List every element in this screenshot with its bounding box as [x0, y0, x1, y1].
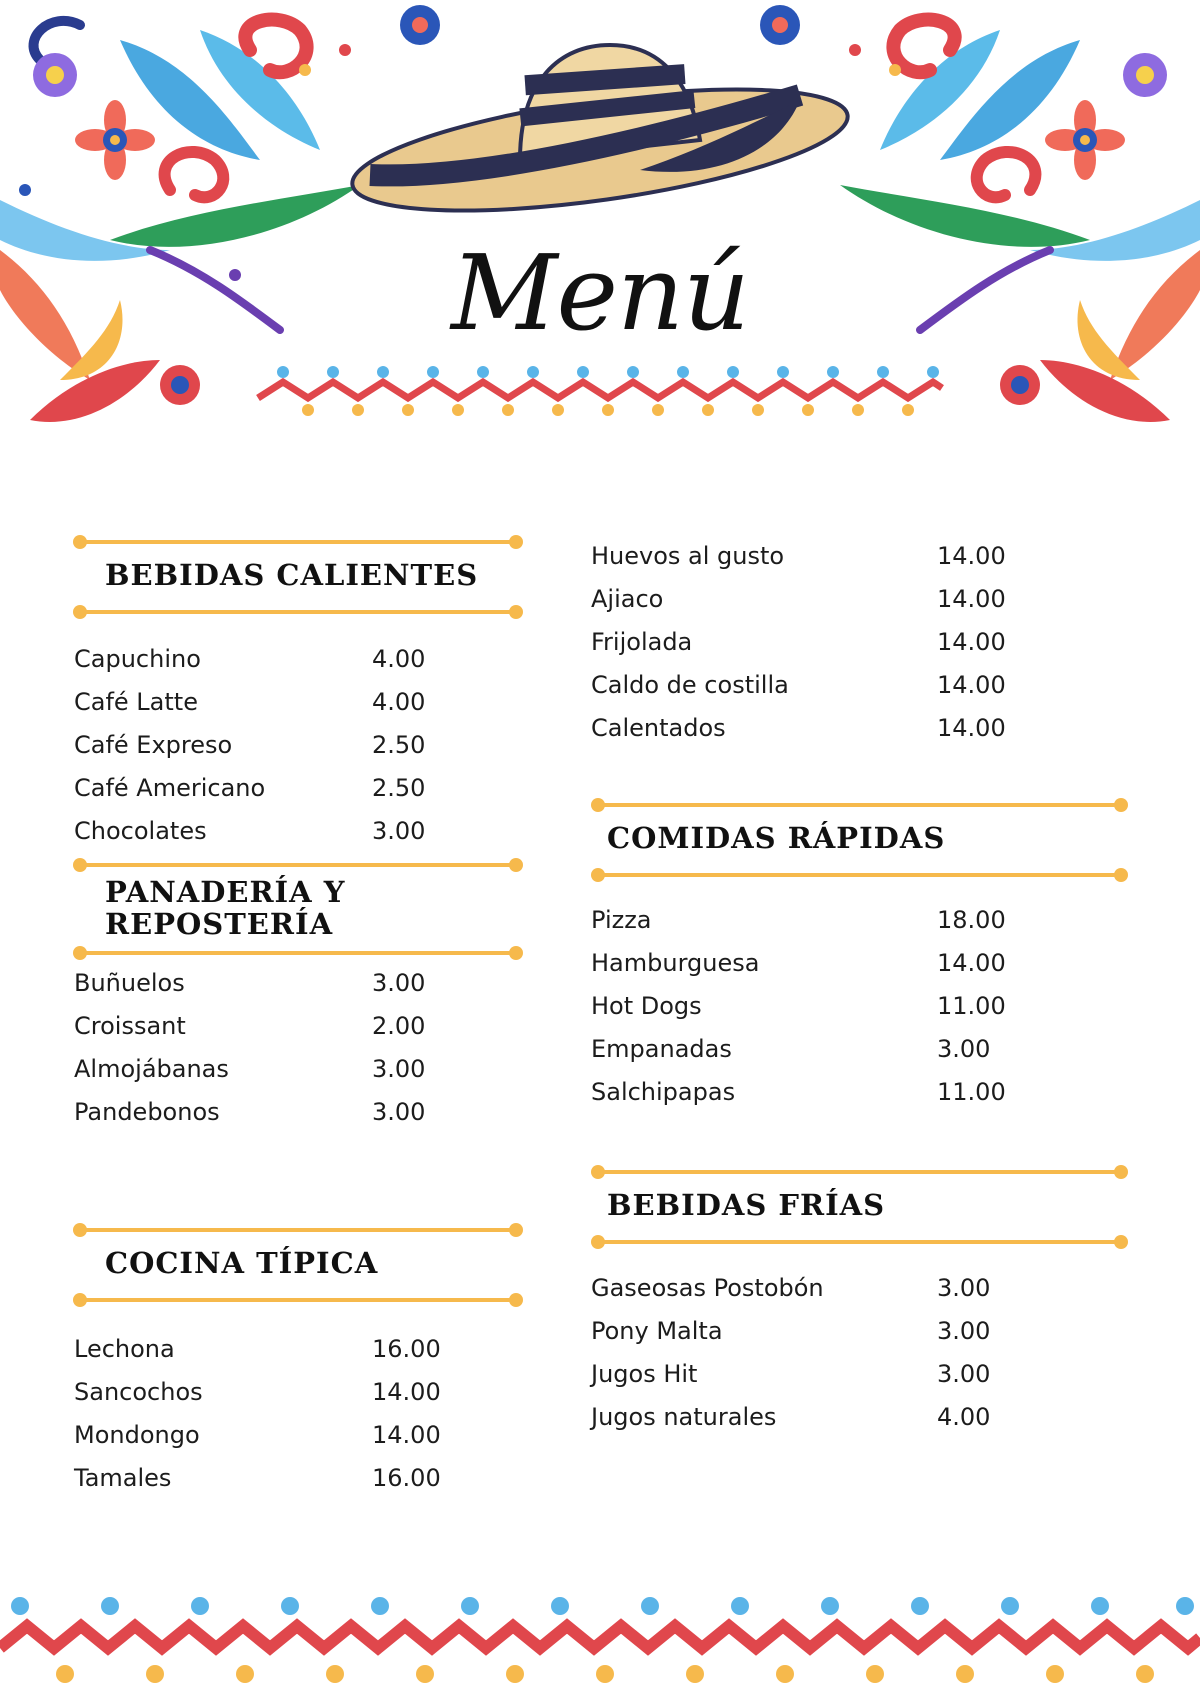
- item-price: 2.50: [372, 731, 426, 759]
- list-item: [591, 1078, 1031, 1121]
- list-item: [74, 1055, 514, 1098]
- list-item: [591, 714, 1031, 757]
- item-name: Pony Malta: [591, 1317, 723, 1345]
- item-price: 14.00: [937, 628, 1006, 656]
- list-item: [74, 731, 514, 774]
- item-name: Caldo de costilla: [591, 671, 789, 699]
- item-price: 14.00: [937, 671, 1006, 699]
- sombrero-icon: [345, 45, 854, 234]
- item-name: Almojábanas: [74, 1055, 229, 1083]
- item-price: 2.50: [372, 774, 426, 802]
- item-price: 3.00: [372, 1055, 426, 1083]
- item-name: Café Expreso: [74, 731, 233, 759]
- list-item: [591, 1360, 1031, 1403]
- item-name: Ajiaco: [591, 585, 664, 613]
- item-price: 4.00: [372, 645, 426, 673]
- item-price: 14.00: [937, 949, 1006, 977]
- list-item: [74, 1378, 514, 1421]
- section-title: COCINA TÍPICA: [105, 1246, 379, 1280]
- section-bebidas-frias: [591, 1165, 1128, 1249]
- item-price: 3.00: [937, 1317, 991, 1345]
- list-item: [74, 645, 514, 688]
- item-price: 3.00: [937, 1035, 991, 1063]
- item-name: Lechona: [74, 1335, 175, 1363]
- items-desayunos: [591, 542, 1031, 757]
- item-name: Hot Dogs: [591, 992, 702, 1020]
- item-price: 4.00: [937, 1403, 991, 1431]
- section-rule: [73, 946, 523, 960]
- list-item: [591, 671, 1031, 714]
- list-item: [591, 1035, 1031, 1078]
- list-item: [591, 585, 1031, 628]
- item-price: 14.00: [372, 1421, 441, 1449]
- items-bebidas-calientes: [74, 645, 514, 860]
- item-price: 16.00: [372, 1335, 441, 1363]
- menu-title: Menú: [451, 232, 749, 354]
- item-name: Chocolates: [74, 817, 207, 845]
- item-name: Mondongo: [74, 1421, 200, 1449]
- list-item: [74, 1012, 514, 1055]
- item-name: Tamales: [74, 1464, 172, 1492]
- section-title: BEBIDAS CALIENTES: [105, 558, 479, 592]
- item-price: 11.00: [937, 1078, 1006, 1106]
- item-price: 14.00: [937, 585, 1006, 613]
- item-name: Pandebonos: [74, 1098, 220, 1126]
- item-name: Jugos naturales: [591, 1403, 777, 1431]
- section-rule: [73, 535, 523, 549]
- list-item: [591, 992, 1031, 1035]
- item-name: Gaseosas Postobón: [591, 1274, 824, 1302]
- item-price: 14.00: [937, 542, 1006, 570]
- item-price: 4.00: [372, 688, 426, 716]
- section-rule: [591, 798, 1128, 812]
- item-price: 3.00: [372, 817, 426, 845]
- item-price: 14.00: [937, 714, 1006, 742]
- item-name: Capuchino: [74, 645, 201, 673]
- section-rule: [591, 868, 1128, 882]
- section-comidas-rapidas: [591, 798, 1128, 882]
- list-item: [74, 774, 514, 817]
- list-item: [591, 1317, 1031, 1360]
- section-title: COMIDAS RÁPIDAS: [607, 821, 946, 855]
- item-name: Huevos al gusto: [591, 542, 785, 570]
- list-item: [591, 628, 1031, 671]
- items-comidas-rapidas: [591, 906, 1031, 1121]
- item-name: Buñuelos: [74, 969, 185, 997]
- section-cocina-tipica: [73, 1223, 523, 1307]
- list-item: [591, 949, 1031, 992]
- item-name: Frijolada: [591, 628, 693, 656]
- list-item: [74, 688, 514, 731]
- list-item: [74, 1098, 514, 1141]
- section-rule: [73, 858, 523, 872]
- item-price: 14.00: [372, 1378, 441, 1406]
- item-name: Salchipapas: [591, 1078, 736, 1106]
- item-price: 3.00: [937, 1360, 991, 1388]
- zigzag-footer-decoration: [0, 1590, 1200, 1697]
- zigzag-divider: [258, 366, 942, 416]
- items-cocina-tipica: [74, 1335, 514, 1507]
- list-item: [591, 906, 1031, 949]
- section-bebidas-calientes: [73, 535, 523, 619]
- item-price: 3.00: [937, 1274, 991, 1302]
- item-price: 16.00: [372, 1464, 441, 1492]
- item-name: Hamburguesa: [591, 949, 760, 977]
- items-bebidas-frias: [591, 1274, 1031, 1446]
- item-name: Jugos Hit: [591, 1360, 698, 1388]
- list-item: [591, 1274, 1031, 1317]
- item-price: 2.00: [372, 1012, 426, 1040]
- section-rule: [591, 1165, 1128, 1179]
- section-title: PANADERÍA Y REPOSTERÍA: [105, 875, 346, 941]
- list-item: [74, 1335, 514, 1378]
- section-rule: [73, 1223, 523, 1237]
- list-item: [74, 1421, 514, 1464]
- section-rule: [73, 605, 523, 619]
- item-name: Pizza: [591, 906, 652, 934]
- item-name: Café Latte: [74, 688, 198, 716]
- list-item: [591, 542, 1031, 585]
- list-item: [591, 1403, 1031, 1446]
- item-name: Croissant: [74, 1012, 186, 1040]
- items-panaderia: [74, 969, 514, 1141]
- item-price: 18.00: [937, 906, 1006, 934]
- list-item: [74, 969, 514, 1012]
- list-item: [74, 1464, 514, 1507]
- item-name: Calentados: [591, 714, 726, 742]
- item-price: 3.00: [372, 969, 426, 997]
- section-panaderia: [73, 858, 523, 960]
- item-name: Café Americano: [74, 774, 266, 802]
- section-rule: [73, 1293, 523, 1307]
- item-name: Empanadas: [591, 1035, 732, 1063]
- item-price: 11.00: [937, 992, 1006, 1020]
- item-price: 3.00: [372, 1098, 426, 1126]
- section-title: BEBIDAS FRÍAS: [607, 1188, 886, 1222]
- section-rule: [591, 1235, 1128, 1249]
- item-name: Sancochos: [74, 1378, 203, 1406]
- list-item: [74, 817, 514, 860]
